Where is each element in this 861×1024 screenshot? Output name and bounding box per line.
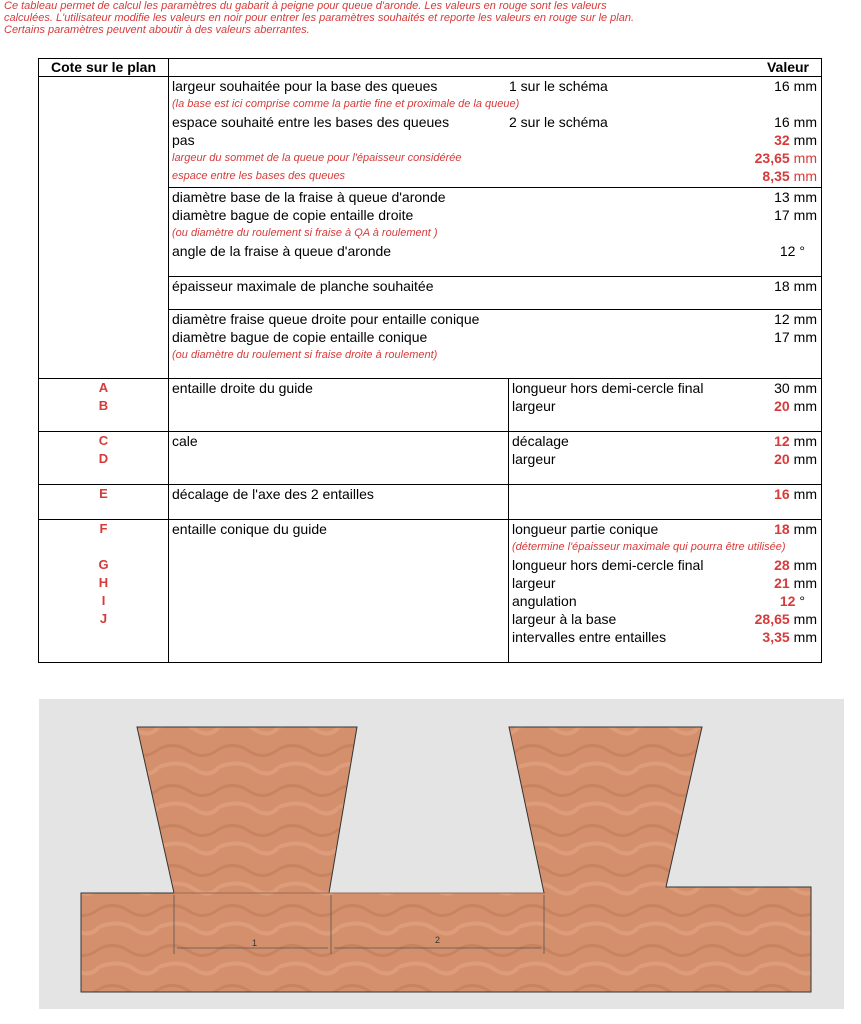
- params-empty-cote: [39, 77, 169, 379]
- cote-param-value: [774, 432, 817, 450]
- param-row: [169, 206, 821, 224]
- cote-param-number: 30: [774, 380, 790, 396]
- cote-param-label: largeur: [512, 398, 556, 414]
- cote-letter: C: [98, 433, 109, 448]
- param-value[interactable]: [774, 77, 817, 95]
- param-note-text: (ou diamètre du roulement si fraise droite à roulement): [172, 349, 438, 361]
- param-unit: mm: [793, 114, 817, 130]
- param-row: [169, 310, 821, 328]
- cote-param-value[interactable]: [774, 379, 817, 397]
- header-cote: Cote sur le plan: [39, 59, 169, 77]
- cote-param-number: 28,65: [754, 611, 790, 627]
- param-label: largeur du sommet de la queue pour l'épaisseur considérée: [172, 152, 462, 164]
- cote-param-number: 21: [774, 575, 790, 591]
- cote-letter: A: [98, 380, 109, 395]
- cote-letter: B: [98, 398, 109, 413]
- param-label: diamètre fraise queue droite pour entaille conique: [172, 311, 480, 327]
- cote-param-value: [755, 610, 817, 628]
- cote-description: [169, 485, 508, 503]
- param-row: [169, 77, 821, 95]
- cote-param-number: 12: [774, 433, 790, 449]
- param-unit: mm: [793, 189, 817, 205]
- param-value-number: 16: [774, 78, 790, 94]
- param-ref: 2 sur le schéma: [509, 114, 608, 130]
- param-label: pas: [172, 132, 195, 148]
- cote-param-label: largeur: [512, 451, 556, 467]
- cote-desc-cell: [169, 379, 509, 432]
- cote-param-label: intervalles entre entailles: [512, 629, 667, 645]
- cote-param-value: [774, 485, 817, 503]
- param-value-number: 12: [779, 243, 796, 259]
- param-row: [169, 149, 821, 167]
- param-note: [169, 95, 821, 113]
- cote-param-row: [509, 592, 821, 610]
- cote-params: [509, 485, 822, 520]
- intro-text: [4, 0, 854, 36]
- param-value-number: 18: [774, 278, 790, 294]
- param-unit: mm: [793, 150, 817, 166]
- param-row: [169, 328, 821, 346]
- cote-desc-text: décalage de l'axe des 2 entailles: [172, 486, 374, 502]
- cote-param-number: 16: [774, 486, 790, 502]
- cote-param-label: longueur hors demi-cercle final: [512, 557, 704, 573]
- cote-param-value: [774, 397, 817, 415]
- cote-param-value: [780, 592, 817, 610]
- cote-description: [169, 432, 508, 450]
- header-valeur: Valeur: [169, 59, 822, 77]
- cote-param-label: largeur: [512, 575, 556, 591]
- cote-param-row: [509, 610, 821, 628]
- param-row: [169, 242, 821, 260]
- cote-param-row: [509, 556, 821, 574]
- param-value[interactable]: [774, 206, 817, 224]
- cote-param-label: longueur hors demi-cercle final: [512, 380, 704, 396]
- param-note: [169, 224, 821, 242]
- param-value[interactable]: [774, 277, 817, 295]
- dovetail-drawing: [39, 699, 844, 1009]
- dim-label-2: 2: [435, 935, 441, 945]
- dovetail-board-outline: [81, 727, 811, 992]
- section-base: [169, 77, 822, 188]
- param-unit: mm: [793, 78, 817, 94]
- cote-row: [39, 432, 822, 485]
- param-value-number: 23,65: [754, 150, 790, 166]
- param-row: [169, 113, 821, 131]
- param-row: [169, 167, 821, 185]
- param-unit: °: [799, 243, 805, 259]
- cote-param-unit: mm: [793, 557, 817, 573]
- cote-param-unit: mm: [793, 451, 817, 467]
- cote-param-unit: mm: [793, 380, 817, 396]
- param-value[interactable]: [780, 242, 817, 260]
- cote-desc-cell: [169, 432, 509, 485]
- cote-param-label: angulation: [512, 593, 577, 609]
- intro-line-3: Certains paramètres peuvent aboutir à des valeurs aberrantes.: [4, 24, 310, 36]
- cote-letters: [39, 432, 169, 485]
- cote-param-unit: mm: [793, 521, 817, 537]
- cote-letter: E: [99, 486, 108, 501]
- cote-params: [509, 379, 822, 432]
- intro-line-2: calculées. L'utilisateur modifie les valeurs en noir pour entrer les paramètres souhaités et reporte les valeurs en rouge sur le plan.: [4, 12, 635, 24]
- param-label: espace entre les bases des queues: [172, 170, 346, 182]
- cote-param-label: décalage: [512, 433, 569, 449]
- cote-description: [169, 379, 508, 397]
- param-value: [762, 167, 817, 185]
- cote-param-unit: mm: [793, 486, 817, 502]
- cote-param-unit: °: [799, 593, 805, 609]
- cote-param-number: 18: [774, 521, 790, 537]
- cote-param-row: [509, 628, 821, 646]
- cote-param-value: [762, 628, 817, 646]
- cote-desc-text: entaille conique du guide: [172, 521, 327, 537]
- cote-param-unit: mm: [793, 433, 817, 449]
- cote-param-unit: mm: [793, 398, 817, 414]
- param-row: [169, 188, 821, 206]
- cote-row: [39, 520, 822, 663]
- dovetail-svg: [39, 699, 844, 1009]
- cote-letter: I: [101, 593, 106, 608]
- param-value[interactable]: [774, 188, 817, 206]
- cote-letter: H: [98, 575, 109, 590]
- param-value: [774, 131, 817, 149]
- cote-letter: J: [99, 611, 108, 626]
- param-label: espace souhaité entre les bases des queues: [172, 114, 450, 130]
- param-value[interactable]: [774, 310, 817, 328]
- table-header: [39, 59, 822, 77]
- param-label: angle de la fraise à queue d'aronde: [172, 243, 392, 259]
- param-value-number: 17: [774, 329, 790, 345]
- cote-param-unit: mm: [793, 611, 817, 627]
- cote-letter: G: [98, 557, 109, 572]
- cote-desc-cell: [169, 485, 509, 520]
- cote-param-row: [509, 574, 821, 592]
- cote-param-row: [509, 432, 821, 450]
- cote-letter: D: [98, 451, 109, 466]
- cote-param-value: [774, 556, 817, 574]
- cote-desc-cell: [169, 520, 509, 663]
- cote-param-row: [509, 450, 821, 468]
- param-value: [755, 149, 817, 167]
- cote-param-number: 28: [774, 557, 790, 573]
- cote-param-number: 20: [774, 398, 790, 414]
- param-unit: mm: [793, 207, 817, 223]
- param-value-number: 17: [774, 207, 790, 223]
- param-unit: mm: [793, 168, 817, 184]
- cote-letter: F: [99, 521, 108, 536]
- param-row: [169, 277, 821, 295]
- param-value[interactable]: [774, 113, 817, 131]
- section-epaisseur: [169, 277, 822, 310]
- cote-letter: [39, 538, 168, 556]
- section-fraise: [169, 188, 822, 277]
- param-row: [169, 131, 821, 149]
- dim-label-1: 1: [252, 938, 258, 948]
- cote-param-number: 3,35: [762, 629, 790, 645]
- cote-param-value: [774, 520, 817, 538]
- cote-param-number: 20: [774, 451, 790, 467]
- param-value-number: 16: [774, 114, 790, 130]
- cote-note-text: (détermine l'épaisseur maximale qui pourra être utilisée): [512, 541, 786, 553]
- cote-desc-text: cale: [172, 433, 198, 449]
- cote-param-note: [509, 538, 821, 556]
- param-label: largeur souhaitée pour la base des queues: [172, 78, 438, 94]
- cote-param-unit: mm: [793, 629, 817, 645]
- cote-letters: [39, 379, 169, 432]
- intro-line-1: Ce tableau permet de calcul les paramètres du gabarit à peigne pour queue d'aronde. Les valeurs en rouge sont les valeurs: [4, 0, 607, 12]
- cote-param-label: longueur partie conique: [512, 521, 659, 537]
- cote-letters: [39, 520, 169, 663]
- cote-param-label: largeur à la base: [512, 611, 617, 627]
- params-row: [39, 77, 822, 188]
- param-label: épaisseur maximale de planche souhaitée: [172, 278, 434, 294]
- cote-param-row: [509, 520, 821, 538]
- cote-param-value: [774, 450, 817, 468]
- cote-param-number: 12: [779, 593, 796, 609]
- param-value-number: 12: [774, 311, 790, 327]
- cote-desc-text: entaille droite du guide: [172, 380, 313, 396]
- param-unit: mm: [793, 311, 817, 327]
- param-value-number: 8,35: [762, 168, 790, 184]
- cote-param-row: [509, 485, 821, 503]
- section-conique: [169, 310, 822, 379]
- cote-row: [39, 379, 822, 432]
- param-ref: 1 sur le schéma: [509, 78, 608, 94]
- param-label: diamètre base de la fraise à queue d'aronde: [172, 189, 446, 205]
- param-value-number: 13: [774, 189, 790, 205]
- param-unit: mm: [793, 278, 817, 294]
- param-value-number: 32: [774, 132, 790, 148]
- cote-param-row: [509, 397, 821, 415]
- cote-row: [39, 485, 822, 520]
- param-label: diamètre bague de copie entaille conique: [172, 329, 428, 345]
- param-unit: mm: [793, 132, 817, 148]
- param-unit: mm: [793, 329, 817, 345]
- cote-description: [169, 520, 508, 538]
- cote-params: [509, 520, 822, 663]
- cote-param-value: [774, 574, 817, 592]
- param-note-text: (la base est ici comprise comme la partie fine et proximale de la queue): [172, 98, 520, 110]
- param-label: diamètre bague de copie entaille droite: [172, 207, 414, 223]
- param-note: [169, 346, 821, 364]
- param-note-text: (ou diamètre du roulement si fraise à QA à roulement ): [172, 227, 438, 239]
- cote-letters: [39, 485, 169, 520]
- cote-param-unit: mm: [793, 575, 817, 591]
- cote-params: [509, 432, 822, 485]
- parameters-table: [38, 58, 822, 663]
- cote-param-row: [509, 379, 821, 397]
- param-value[interactable]: [774, 328, 817, 346]
